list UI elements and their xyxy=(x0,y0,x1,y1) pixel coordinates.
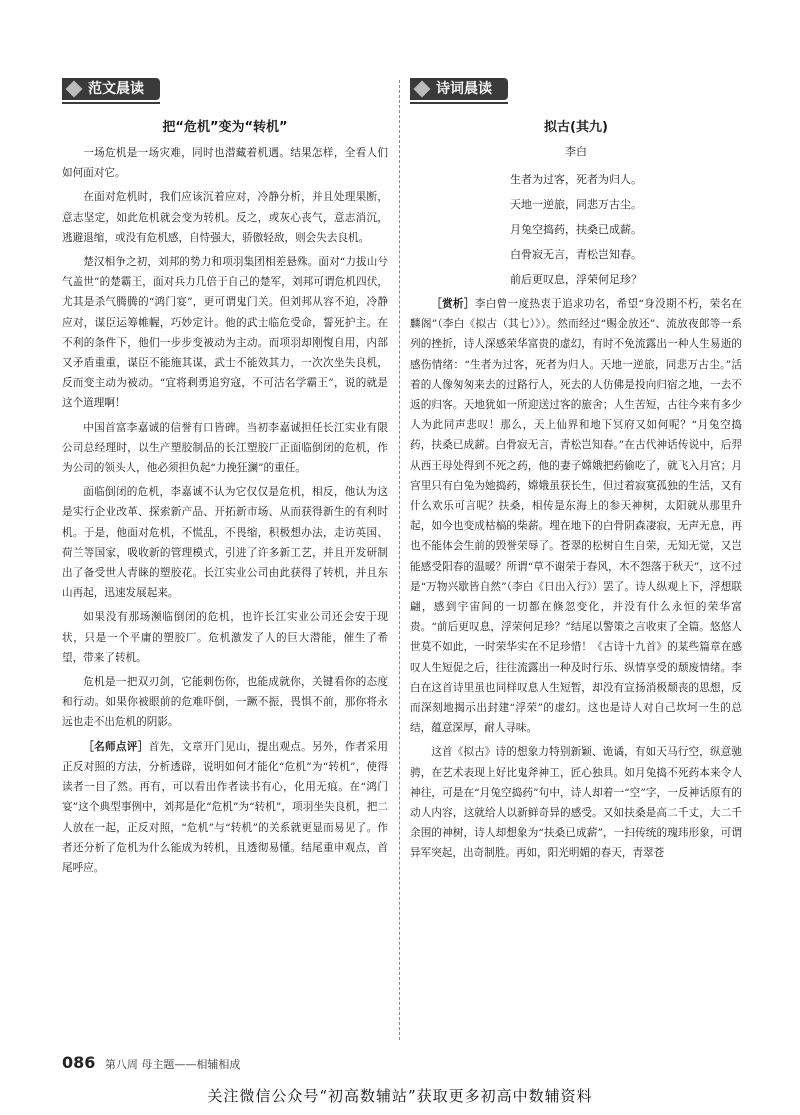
essay-paragraph: 一场危机是一场灾难，同时也潜藏着机遇。结果怎样，全看人们如何面对它。 xyxy=(62,147,388,180)
right-column xyxy=(410,78,742,864)
analysis-label: ［赏析］ xyxy=(431,298,475,310)
essay-paragraph: 如果没有那场濒临倒闭的危机，也许长江实业公司还会安于现状，只是一个平庸的塑胶厂。危机激发了人的巨大潜能，催生了希望，带来了转机。 xyxy=(62,611,388,664)
comment-label: ［名师点评］ xyxy=(83,740,149,753)
footer-topic: 母主题——相辅相成 xyxy=(141,1058,241,1071)
essay-paragraph: 危机是一把双刃剑，它能刺伤你，也能成就你，关键看你的态度和行动。如果你被眼前的危难吓倒，一蹶不振，畏惧不前，那你将永远也走不出危机的阴影。 xyxy=(62,676,388,729)
analysis-paragraph: 这首《拟古》诗的想象力特别新颖、诡谲，有如天马行空，纵意驰骋，在艺术表现上好比鬼斧神工，匠心独具。如月兔捣不死药本来令人神往，可是在“月兔空捣药”句中，诗人却着一“空”字，一反神话原有的动人内容，这就给人以新鲜奇异的感受。又如扶桑是高二千丈，大二千余围的神树，诗人却想象为“扶桑已成薪”，一扫传统的瑰玮形象，可谓异军突起，出奇制胜。再如，阳光明媚的春天，青翠苍 xyxy=(410,746,742,860)
analysis-paragraph xyxy=(410,294,742,738)
analysis-text: 李白曾一度热衷于追求功名，希望“身没期不朽，荣名在麟阁”（李白《拟古（其七）》）。然而经过“赐金放还”、流放夜郎等一系列的挫折，诗人深感荣华富贵的虚幻，有时不免流露出一种人生易逝的感伤情绪：“生者为过客，死者为归人。天地一逆旅，同悲万古尘。”活着的人像匆匆来去的过路行人，死去的人仿佛是投向归宿之地，一去不返的归客。天地犹如一所迎送过客的旅舍；人生苦短，古往今来有多少人为此同声悲叹！那么，天上仙界和地下冥府又如何呢？“月兔空捣药，扶桑已成薪。白骨寂无言，青松岂知春。”在古代神话传说中，后羿从西王母处得到不死之药，他的妻子嫦娥把药偷吃了，就飞入月宫；月宫里只有白兔为她捣药，嫦娥虽获长生，但过着寂寞孤独的生活，又有什么欢乐可言呢？扶桑，相传是东海上的参天神树，太阳就从那里升起，如今也变成枯槁的柴薪。埋在地下的白骨阴森凄寂，无声无息，再也不能体会生前的毁誉荣辱了。苍翠的松树自生自荣，无知无觉，又岂能感受阳春的温暖？所谓“草不谢荣于春风，木不怨落于秋天”，这不过是“万物兴歇皆自然”（李白《日出入行》）罢了。诗人纵观上下，浮想联翩，感到宇宙间的一切都在倏忽变化，并没有什么永恒的荣华富贵。“前后更叹息，浮荣何足珍？”结尾以警策之言收束了全篇。悠悠人世莫不如此，一时荣华实在不足珍惜！《古诗十九首》的某些篇章在感叹人生短促之后，往往流露出一种及时行乐、纵情享受的颓废情绪。李白在这首诗里虽也同样叹息人生短暂，却没有宣扬消极颓丧的思想，反而深刻地揭示出封建“浮荣”的虚幻。这也是诗人对自己坎坷一生的总结，蕴意深厚，耐人寻味。 xyxy=(410,298,743,735)
essay-paragraph: 在面对危机时，我们应该沉着应对，冷静分析，并且处理果断，意志坚定，如此危机就会变为转机。反之，或灰心丧气，意志消沉，逃避退缩，或没有危机感，自恃强大，骄傲轻敌，则会失去良机。 xyxy=(62,191,388,244)
promo-banner: 关注微信公众号“初高数辅站”获取更多初高中数辅资料 xyxy=(207,1087,593,1105)
poem-line: 生者为过客，死者为归人。 xyxy=(510,173,642,186)
page-number: 086 xyxy=(62,1053,96,1072)
section-tag-essay: 范文晨读 xyxy=(62,78,160,100)
page-footer xyxy=(62,1053,240,1072)
poem-line: 月兔空捣药，扶桑已成薪。 xyxy=(510,223,642,236)
essay-paragraph: 中国首富李嘉诚的信誉有口皆碑。当初李嘉诚担任长江实业有限公司总经理时，以生产塑胶制品的长江塑胶厂正面临倒闭的危机，作为公司的领头人，他必须担负起“力挽狂澜”的重任。 xyxy=(62,421,388,475)
essay-title: 把“危机”变为“转机” xyxy=(162,120,288,135)
column-divider xyxy=(399,80,400,1040)
poem-author: 李白 xyxy=(565,145,587,158)
section-tag-poetry: 诗词晨读 xyxy=(410,78,508,100)
poem-line: 天地一逆旅，同悲万古尘。 xyxy=(510,198,642,211)
teacher-comment xyxy=(62,737,388,878)
left-column xyxy=(62,78,388,878)
comment-text: 首先，文章开门见山，提出观点。另外，作者采用正反对照的方法，分析透辟，说明如何才能化“危机”为“转机”，使得读者一目了然。再有，可以看出作者读书有心，化用无痕。在“鸿门宴”这个典型事例中，刘邦是化“危机”为“转机”，项羽坐失良机，把二人放在一起，正反对照，“危机”与“转机”的关系就更显而易见了。作者还分析了危机为什么能成为转机，且透彻易懂。结尾重申观点，首尾呼应。 xyxy=(62,740,389,874)
poem-line: 前后更叹息，浮荣何足珍？ xyxy=(510,273,642,286)
poem-line: 白骨寂无言，青松岂知春。 xyxy=(510,248,642,261)
essay-paragraph: 楚汉相争之初，刘邦的势力和项羽集团相差悬殊。面对“力拔山兮气盖世”的楚霸王，面对兵力几倍于自己的楚军，刘邦可谓危机四伏，尤其是杀气腾腾的“鸿门宴”，更可谓鬼门关。但刘邦从容不迫，冷静应对，谋臣运筹帷幄，巧妙定计。他的武士临危受命，誓死护主。在不利的条件下，他们一步步变被动为主动。而项羽却刚愎自用，内部又矛盾重重，谋臣不能施其谋，武士不能效其力，一次次坐失良机，反而变主动为被动。“宜将剩勇追穷寇，不可沽名学霸王”，说的就是这个道理啊！ xyxy=(62,256,388,410)
footer-week: 第八周 xyxy=(104,1058,138,1071)
poem-title: 拟古(其九) xyxy=(544,120,608,135)
essay-paragraph: 面临倒闭的危机，李嘉诚不认为它仅仅是危机，相反，他认为这是实行企业改革、探索新产品、开拓新市场、从而获得新生的有利时机。于是，他面对危机，不慌乱，不畏缩，积极想办法，走访英国、荷兰等国家，吸收新的管理模式，引进了许多新工艺，并且开发研制出了备受世人青睐的塑胶花。长江实业公司由此获得了转机，并且东山再起，迅速发展起来。 xyxy=(62,486,388,600)
